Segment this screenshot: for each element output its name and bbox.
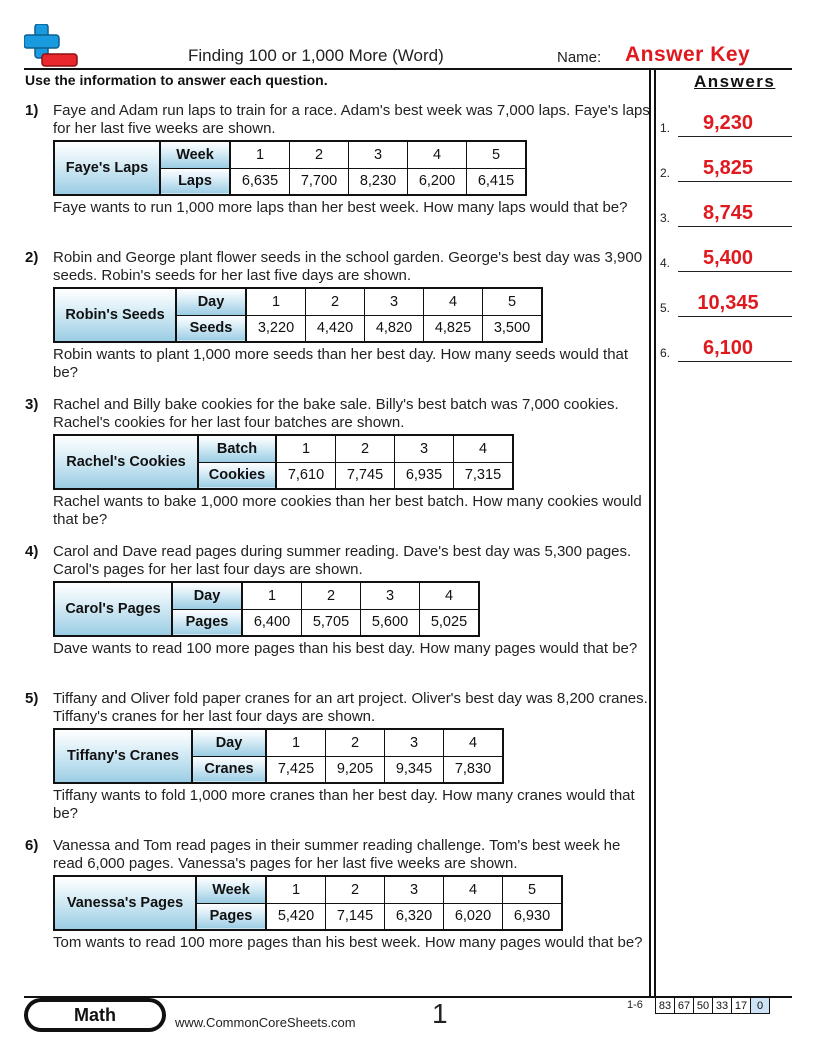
table-cell: 2: [290, 141, 349, 168]
answer-row: [660, 202, 792, 227]
answer-line: [678, 136, 792, 137]
question-text: Robin and George plant flower seeds in the school garden. George's best day was 3,900 seeds. Robin's seeds for her last five days are shown.: [53, 249, 643, 284]
table-row-label: Week: [160, 141, 230, 168]
table-cell: 4,820: [365, 315, 424, 342]
top-divider: [24, 68, 792, 70]
table-cell: 4,825: [424, 315, 483, 342]
table-title: Faye's Laps: [53, 140, 159, 196]
worksheet-title: Finding 100 or 1,000 More (Word): [188, 46, 444, 65]
question-number: 1): [25, 102, 39, 119]
table-row-label: Pages: [172, 609, 242, 636]
table-cell: 4: [444, 729, 504, 756]
table-cell: 3: [385, 876, 444, 903]
data-table: [53, 581, 650, 637]
table-row-label: Pages: [196, 903, 266, 930]
data-table: [53, 728, 650, 784]
name-label: Name:: [557, 49, 602, 66]
question-text: Vanessa and Tom read pages in their summer reading challenge. Tom's best week he read 6,000 pages. Vanessa's pages for her last five weeks are shown.: [53, 837, 621, 872]
answer-key-label: Answer Key: [625, 43, 751, 66]
table-cell: 5: [483, 288, 543, 315]
table-cell: 5: [503, 876, 563, 903]
table-cell: 5,600: [361, 609, 420, 636]
table-cell: 6,635: [230, 168, 290, 195]
answers-heading: Answers: [694, 72, 776, 91]
table-cell: 6,400: [242, 609, 302, 636]
question-number: 6): [25, 837, 39, 854]
question-prompt: Dave wants to read 100 more pages than his best day. How many pages would that be?: [53, 640, 638, 657]
table-cell: 1: [230, 141, 290, 168]
answer-row: [660, 337, 792, 362]
table-cell: 6,320: [385, 903, 444, 930]
question-text: Rachel and Billy bake cookies for the bake sale. Billy's best batch was 7,000 cookies. Rachel's cookies for her last four batches are shown.: [53, 396, 619, 431]
question-number: 2): [25, 249, 39, 266]
answer-value: 8,745: [702, 202, 754, 224]
score-range-label: 1-6: [627, 999, 643, 1011]
score-cell: 17: [732, 998, 751, 1014]
question-text: Tiffany and Oliver fold paper cranes for an art project. Oliver's best day was 8,200 cranes. Tiffany's cranes for her last four days are shown.: [53, 690, 648, 725]
question-number: 5): [25, 690, 39, 707]
table-cell: 3: [349, 141, 408, 168]
question-prompt: Tom wants to read 100 more pages than his best week. How many pages would that be?: [53, 934, 643, 951]
table-row-label: Laps: [160, 168, 230, 195]
table-cell: 5,705: [302, 609, 361, 636]
table-title: Tiffany's Cranes: [53, 728, 191, 784]
table-title: Vanessa's Pages: [53, 875, 195, 931]
answer-row: [660, 112, 792, 137]
answer-row: [660, 292, 792, 317]
answer-line: [678, 361, 792, 362]
table-title: Robin's Seeds: [53, 287, 175, 343]
question-prompt: Robin wants to plant 1,000 more seeds than her best day. How many seeds would that be?: [53, 346, 629, 381]
table-cell: 4: [420, 582, 480, 609]
answer-number: 5.: [660, 301, 671, 315]
table-cell: 3: [385, 729, 444, 756]
score-cell: 0: [751, 998, 770, 1014]
table-cell: 8,230: [349, 168, 408, 195]
table-cell: 6,200: [408, 168, 467, 195]
table-cell: 4,420: [306, 315, 365, 342]
question-text: Faye and Adam run laps to train for a race. Adam's best week was 7,000 laps. Faye's laps for her last five weeks are shown.: [53, 102, 650, 137]
score-table: [655, 997, 770, 1014]
site-url: www.CommonCoreSheets.com: [175, 1015, 356, 1030]
table-cell: 3,500: [483, 315, 543, 342]
table-cell: 1: [266, 729, 326, 756]
table-cell: 7,830: [444, 756, 504, 783]
answer-value: 6,100: [702, 337, 754, 359]
answer-number: 3.: [660, 211, 671, 225]
table-cell: 1: [266, 876, 326, 903]
table-cell: 4: [444, 876, 503, 903]
table-cell: 6,935: [395, 462, 454, 489]
question-prompt: Rachel wants to bake 1,000 more cookies than her best batch. How many cookies would that be?: [53, 493, 642, 528]
answer-row: [660, 157, 792, 182]
question-text: Carol and Dave read pages during summer reading. Dave's best day was 5,300 pages. Carol's pages for her last four days are shown.: [53, 543, 632, 578]
table-cell: 4: [424, 288, 483, 315]
answer-value: 10,345: [697, 292, 759, 314]
table-cell: 1: [242, 582, 302, 609]
table-row-label: Day: [192, 729, 266, 756]
question-prompt: Tiffany wants to fold 1,000 more cranes than her best day. How many cranes would that be?: [53, 787, 635, 822]
table-cell: 7,145: [326, 903, 385, 930]
table-cell: 2: [326, 729, 385, 756]
question-3: [25, 396, 650, 529]
question-6: [25, 837, 650, 952]
question-2: [25, 249, 650, 382]
table-row-label: Cranes: [192, 756, 266, 783]
answer-number: 2.: [660, 166, 671, 180]
table-cell: 5: [467, 141, 527, 168]
answer-number: 6.: [660, 346, 671, 360]
plus-minus-logo-icon: [24, 24, 78, 68]
table-cell: 7,610: [276, 462, 336, 489]
column-divider: [654, 70, 656, 998]
table-cell: 7,425: [266, 756, 326, 783]
score-cell: 33: [713, 998, 732, 1014]
table-cell: 7,745: [336, 462, 395, 489]
table-cell: 9,205: [326, 756, 385, 783]
table-row-label: Week: [196, 876, 266, 903]
answer-line: [678, 316, 792, 317]
table-cell: 3: [395, 435, 454, 462]
question-number: 4): [25, 543, 39, 560]
table-cell: 3: [361, 582, 420, 609]
answer-row: [660, 247, 792, 272]
table-title: Rachel's Cookies: [53, 434, 197, 490]
data-table: [53, 875, 650, 931]
data-table: [53, 140, 650, 196]
instructions: Use the information to answer each question.: [25, 72, 328, 88]
score-cell: 67: [675, 998, 694, 1014]
table-cell: 5,420: [266, 903, 326, 930]
table-row-label: Day: [172, 582, 242, 609]
question-prompt: Faye wants to run 1,000 more laps than her best week. How many laps would that be?: [53, 199, 628, 216]
table-cell: 4: [408, 141, 467, 168]
answer-value: 5,825: [702, 157, 754, 179]
table-cell: 2: [326, 876, 385, 903]
table-cell: 7,700: [290, 168, 349, 195]
table-cell: 2: [302, 582, 361, 609]
answer-line: [678, 271, 792, 272]
question-4: [25, 543, 650, 658]
table-cell: 7,315: [454, 462, 514, 489]
table-cell: 6,930: [503, 903, 563, 930]
table-cell: 3,220: [246, 315, 306, 342]
answer-number: 1.: [660, 121, 671, 135]
table-cell: 6,415: [467, 168, 527, 195]
table-cell: 2: [306, 288, 365, 315]
subject-badge: [24, 998, 166, 1032]
table-row-label: Seeds: [176, 315, 246, 342]
table-cell: 5,025: [420, 609, 480, 636]
score-cell: 83: [656, 998, 675, 1014]
answer-line: [678, 226, 792, 227]
question-number: 3): [25, 396, 39, 413]
question-1: [25, 102, 650, 217]
data-table: [53, 434, 650, 490]
page-number: 1: [432, 998, 448, 1029]
table-row-label: Cookies: [198, 462, 276, 489]
table-title: Carol's Pages: [53, 581, 171, 637]
answer-number: 4.: [660, 256, 671, 270]
table-cell: 9,345: [385, 756, 444, 783]
subject-label: Math: [28, 1002, 162, 1028]
table-cell: 1: [246, 288, 306, 315]
table-row-label: Day: [176, 288, 246, 315]
table-cell: 4: [454, 435, 514, 462]
answer-line: [678, 181, 792, 182]
data-table: [53, 287, 650, 343]
table-cell: 3: [365, 288, 424, 315]
answer-value: 5,400: [702, 247, 754, 269]
question-5: [25, 690, 650, 823]
answer-value: 9,230: [702, 112, 754, 134]
table-cell: 2: [336, 435, 395, 462]
table-cell: 6,020: [444, 903, 503, 930]
table-row-label: Batch: [198, 435, 276, 462]
score-cell: 50: [694, 998, 713, 1014]
table-cell: 1: [276, 435, 336, 462]
